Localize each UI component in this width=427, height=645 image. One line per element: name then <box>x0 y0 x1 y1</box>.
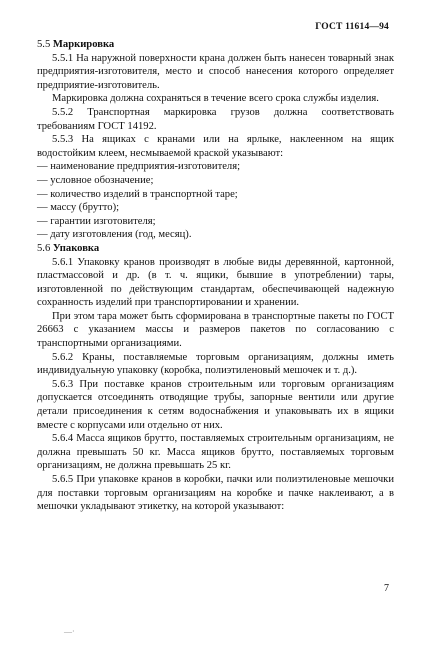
list-item: — количество изделий в транспортной таре; <box>37 188 394 202</box>
paragraph-5-6-2: 5.6.2 Краны, поставляемые торговым организациям, должны иметь индивидуальную упаковку (коробка, полиэтиленовый мешочек и т. д.). <box>37 351 394 377</box>
page-content <box>37 38 394 514</box>
list-item: — условное обозначение; <box>37 174 394 188</box>
document-code: ГОСТ 11614—94 <box>315 22 389 32</box>
section-title: Упаковка <box>52 242 100 254</box>
marking-list <box>37 160 394 242</box>
paragraph-5-6-5: 5.6.5 При упаковке кранов в коробки, пачки или полиэтиленовые мешочки для поставки торговым организациям на коробке и пачке наклеивают, а в мешочки укладывают этикетку, на которой указывают: <box>37 474 394 513</box>
paragraph-5-6-1: 5.6.1 Упаковку кранов производят в любые виды деревянной, картонной, пластмассовой и др. (в т. ч. ящики, бывшие в употреблении) тары, изготовленной по действующим стандартам, обеспечивающей надежную сохранность изделий при транспортировании и хранении. <box>37 256 394 309</box>
paragraph-5-5-1-cont: Маркировка должна сохраняться в течение всего срока службы изделия. <box>52 93 379 105</box>
paragraph-5-6-1-cont: При этом тара может быть сформирована в транспортные пакеты по ГОСТ 26663 с указанием массы и размеров пакетов по согласованию с транспортными организациями. <box>37 310 394 350</box>
section-number: 5.6 <box>37 242 51 254</box>
list-item: — дату изготовления (год, месяц). <box>37 228 394 242</box>
section-heading-5-6 <box>37 242 394 256</box>
page-number: 7 <box>384 583 389 594</box>
paragraph-5-5-2: 5.5.2 Транспортная маркировка грузов должна соответствовать требованиям ГОСТ 14192. <box>37 106 394 132</box>
list-item: — наименование предприятия-изготовителя; <box>37 160 394 174</box>
section-number: 5.5 <box>37 39 51 50</box>
scan-mark: —· <box>64 627 75 636</box>
section-heading-5-5 <box>37 38 394 52</box>
list-item: — гарантии изготовителя; <box>37 215 394 229</box>
paragraph-5-6-4: 5.6.4 Масса ящиков брутто, поставляемых строительным организациям, не должна превышать 50 кг. Масса ящиков брутто, поставляемых торговым организациям, не должна превышать 25 кг. <box>37 433 394 472</box>
list-item: — массу (брутто); <box>37 201 394 215</box>
paragraph-5-5-1: 5.5.1 На наружной поверхности крана должен быть нанесен товарный знак предприятия-изготовителя, место и способ нанесения которого определяет предприятие-изготовитель. <box>37 52 394 91</box>
section-title: Маркировка <box>52 39 115 50</box>
paragraph-5-6-3: 5.6.3 При поставке кранов строительным или торговым организациям допускается отсоединять отводящие трубы, запорные вентили или другие детали присоединения к сетям водоснабжения и упаковывать их в ящики вместе с корпусами или отдельно от них. <box>37 378 394 431</box>
paragraph-5-5-3: 5.5.3 На ящиках с кранами или на ярлыке, наклеенном на ящик водостойким клеем, несмываемой краской указывают: <box>37 134 394 159</box>
